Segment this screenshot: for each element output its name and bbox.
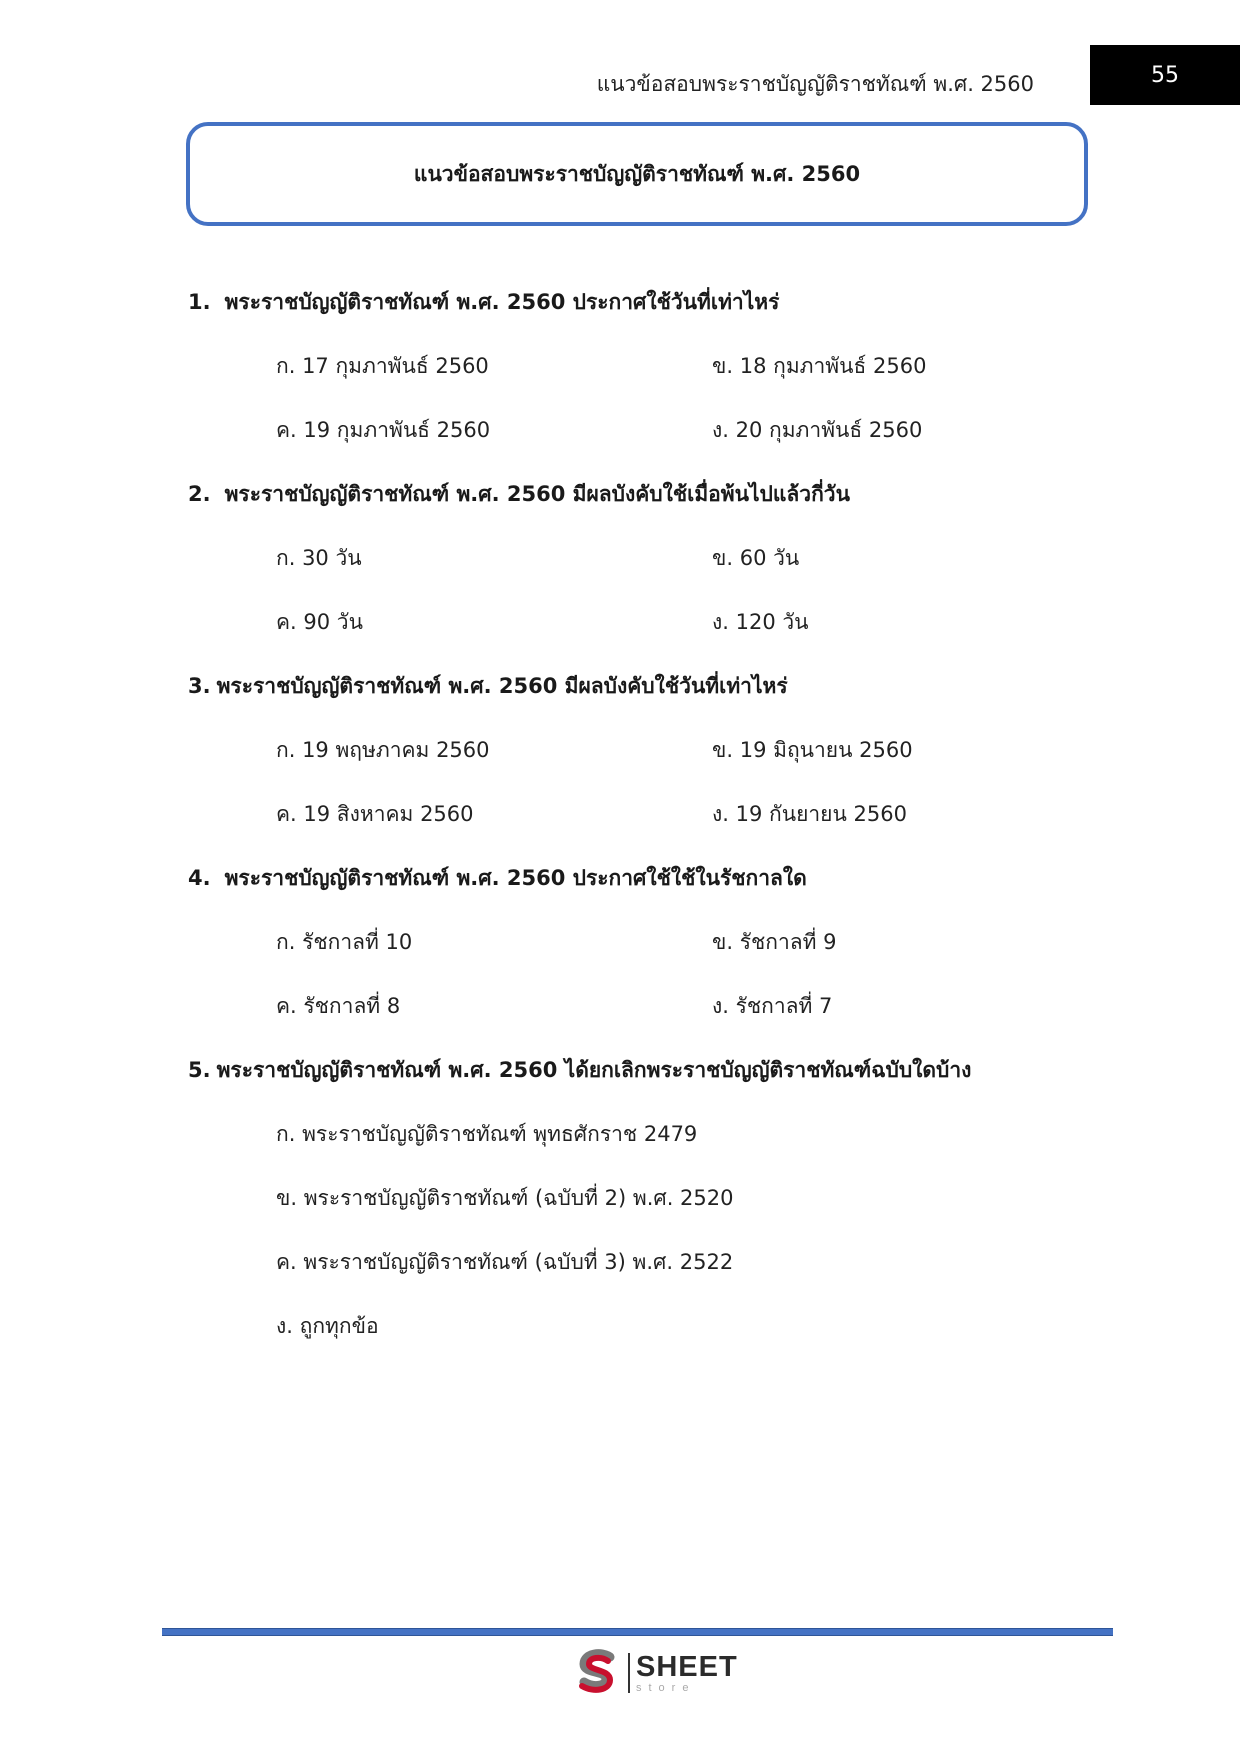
logo-main-text: SHEET — [636, 1650, 738, 1683]
question-text: พระราชบัญญัติราชทัณฑ์ พ.ศ. 2560 มีผลบังคับใช้เมื่อพ้นไปแล้วกี่วัน — [224, 482, 850, 506]
question-text: พระราชบัญญัติราชทัณฑ์ พ.ศ. 2560 ประกาศใช้วันที่เท่าไหร่ — [224, 290, 780, 314]
title-box — [186, 122, 1088, 226]
question-stem — [188, 846, 1108, 910]
question-1 — [188, 270, 1108, 462]
question-2 — [188, 462, 1108, 654]
choice-b: ข. 60 วัน — [712, 546, 800, 570]
choices — [276, 526, 1108, 654]
question-5 — [188, 1038, 1108, 1358]
question-number: 1. — [188, 290, 211, 314]
choices — [276, 334, 1108, 462]
choices — [276, 1102, 1108, 1358]
choice-c: ค. 90 วัน — [276, 610, 363, 634]
choice-d: ง. ถูกทุกข้อ — [276, 1314, 379, 1338]
choice-b: ข. รัชกาลที่ 9 — [712, 930, 837, 954]
sheet-store-logo — [572, 1648, 738, 1698]
question-number: 2. — [188, 482, 211, 506]
choice-c: ค. 19 สิงหาคม 2560 — [276, 802, 474, 826]
question-text: พระราชบัญญัติราชทัณฑ์ พ.ศ. 2560 ได้ยกเลิกพระราชบัญญัติราชทัณฑ์ฉบับใดบ้าง — [216, 1058, 972, 1082]
choice-d: ง. 120 วัน — [712, 610, 809, 634]
choices — [276, 718, 1108, 846]
question-number: 3. — [188, 674, 211, 698]
choice-a: ก. 19 พฤษภาคม 2560 — [276, 738, 490, 762]
question-3 — [188, 654, 1108, 846]
question-stem — [188, 462, 1108, 526]
choice-a: ก. พระราชบัญญัติราชทัณฑ์ พุทธศักราช 2479 — [276, 1122, 698, 1146]
question-stem — [188, 270, 1108, 334]
choice-b: ข. พระราชบัญญัติราชทัณฑ์ (ฉบับที่ 2) พ.ศ. 2520 — [276, 1186, 734, 1210]
logo-sub-text: store — [636, 1681, 696, 1694]
choice-c: ค. 19 กุมภาพันธ์ 2560 — [276, 418, 491, 442]
choice-c: ค. รัชกาลที่ 8 — [276, 994, 401, 1018]
choice-a: ก. 30 วัน — [276, 546, 362, 570]
choice-c: ค. พระราชบัญญัติราชทัณฑ์ (ฉบับที่ 3) พ.ศ. 2522 — [276, 1250, 734, 1274]
choice-d: ง. 20 กุมภาพันธ์ 2560 — [712, 418, 923, 442]
choice-b: ข. 18 กุมภาพันธ์ 2560 — [712, 354, 927, 378]
title-text: แนวข้อสอบพระราชบัญญัติราชทัณฑ์ พ.ศ. 2560 — [413, 161, 861, 186]
running-header-title: แนวข้อสอบพระราชบัญญัติราชทัณฑ์ พ.ศ. 2560 — [596, 72, 1034, 96]
question-stem — [188, 654, 1108, 718]
question-4 — [188, 846, 1108, 1038]
footer-rule — [162, 1628, 1113, 1636]
question-number: 4. — [188, 866, 211, 890]
choices — [276, 910, 1108, 1038]
question-stem — [188, 1038, 1108, 1102]
question-list — [188, 270, 1108, 1358]
page-number: 55 — [1090, 45, 1240, 105]
choice-b: ข. 19 มิถุนายน 2560 — [712, 738, 913, 762]
choice-d: ง. 19 กันยายน 2560 — [712, 802, 907, 826]
question-text: พระราชบัญญัติราชทัณฑ์ พ.ศ. 2560 มีผลบังคับใช้วันที่เท่าไหร่ — [216, 674, 788, 698]
logo-divider — [628, 1653, 630, 1693]
question-text: พระราชบัญญัติราชทัณฑ์ พ.ศ. 2560 ประกาศใช้ใช้ในรัชกาลใด — [224, 866, 807, 890]
question-number: 5. — [188, 1058, 211, 1082]
choice-a: ก. 17 กุมภาพันธ์ 2560 — [276, 354, 489, 378]
choice-d: ง. รัชกาลที่ 7 — [712, 994, 833, 1018]
choice-a: ก. รัชกาลที่ 10 — [276, 930, 413, 954]
sheet-store-logo-icon — [572, 1648, 622, 1698]
logo-text — [636, 1650, 738, 1694]
